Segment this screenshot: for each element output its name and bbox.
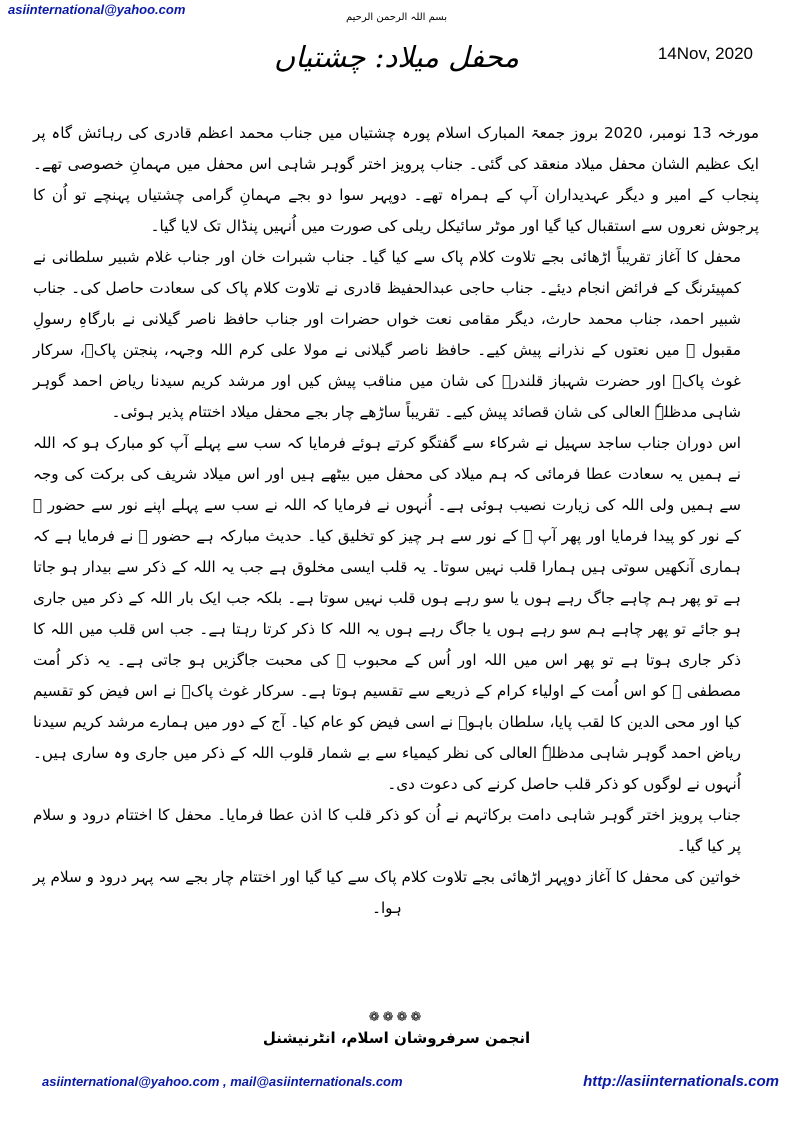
divider-ornament: ❁❁❁❁ [368, 1010, 425, 1025]
paragraph-women: خواتین کی محفل کا آغاز دوپہر اڑھائی بجے تلاوت کلام پاک سے کیا گیا اور اختتام چار بجے سہ پہر درود و سلام پر ہوا۔ [33, 868, 741, 917]
organization-name: انجمن سرفروشان اسلام، انٹرنیشنل [262, 1029, 531, 1047]
footer-url[interactable]: http://asiinternationals.com [583, 1073, 779, 1090]
paragraph-closing: جناب پرویز اختر گوہر شاہی دامت برکاتہم نے اُن کو ذکر قلب کا اذن عطا فرمایا۔ محفل کا اختتام درود و سلام پر کیا گیا۔ [33, 806, 741, 855]
date: 14Nov, 2020 [657, 44, 753, 63]
footer-emails[interactable]: asiinternational@yahoo.com , mail@asiinternationals.com [42, 1074, 403, 1089]
paragraph-speech: اس دوران جناب ساجد سہیل نے شرکاء سے گفتگو کرتے ہوئے فرمایا کہ سب سے پہلے آپ کو مبارک ہو کہ اللہ نے ہمیں یہ سعادت عطا فرمائی کہ ہم میلاد کی محفل میں بیٹھے ہیں اور اس میلاد شریف کی برکت کی وجہ سے ہمیں ولی اللہ کی زیارت نصیب ہوئی ہے۔ اُنہوں نے فرمایا کہ اللہ نے سب سے پہلے اپنے نور سے حضور ﷺ کے نور کو پیدا فرمایا اور پھر آپ ﷺ کے نور سے ہر چیز کو تخلیق کیا۔ حدیث مبارکہ ہے حضور ﷺ نے فرمایا ہے کہ ہماری آنکھیں سوتی ہیں ہمارا قلب نہیں سوتا۔ یہ قلب ایسی مخلوق ہے جب یہ اللہ کے ذکر سے بیدار ہو جاتا ہے تو پھر ہم چاہے جاگ رہے ہوں یا سو رہے ہوں قلب نہیں سوتا ہے۔ بلکہ جب ایک بار اللہ کے ذکر میں جاری ہو جائے تو پھر چاہے ہم سو رہے ہوں یا جاگ رہے ہوں یہ اللہ کا ذکر کرتا رہتا ہے۔ جب اس قلب میں اللہ کا ذکر جاری ہوتا ہے تو پھر اس میں اللہ اور اُس کے محبوب ﷺ کی محبت جاگزیں ہو جاتی ہے۔ یہ ذکر اُمت مصطفی ﷺ کو اس اُمت کے اولیاء کرام کے ذریعے سے تقسیم ہوتا ہے۔ سرکار غوث پاکؓ نے اس فیض کو تقسیم کیا اور محی الدین کا لقب پایا، سلطان باہوؒ نے اسی فیض کو عام کیا۔ آج کے دور میں ہمارے مرشد کریم سیدنا ریاض احمد گوہر شاہی مدظلہٗ العالی کی نظر کیمیاء سے بے شمار قلوب اللہ کے ذکر میں جاری وہ ساری ہیں۔ اُنہوں نے لوگوں کو ذکر قلب حاصل کرنے کی دعوت دی۔ [33, 434, 741, 793]
page-title: محفل میلاد: چشتیاں [273, 40, 520, 74]
header-email[interactable]: asiinternational@yahoo.com [8, 2, 186, 17]
paragraph-program: محفل کا آغاز تقریباً اڑھائی بجے تلاوت کلام پاک سے کیا گیا۔ جناب شبرات خان اور جناب غلام شبیر سلطانی نے کمپیئرنگ کے فرائض انجام دیئے۔ جناب حاجی عبدالحفیظ قادری نے تلاوت کلام پاک کی سعادت حاصل کی۔ جناب شبیر احمد، جناب محمد حارث، دیگر مقامی نعت خواں حضرات اور جناب حافظ ناصر گیلانی نے بارگاہِ رسولِ مقبول ﷺ میں نعتوں کے نذرانے پیش کیے۔ حافظ ناصر گیلانی نے مولا علی کرم اللہ وجہہ، پنجتن پاکؑ، سرکار غوث پاکؓ اور حضرت شہباز قلندرؒ کی شان میں مناقب پیش کیں اور مرشد کریم سیدنا ریاض احمد گوہر شاہی مدظلہٗ العالی کی شان قصائد پیش کیے۔ تقریباً ساڑھے چار بجے محفل میلاد اختتام پذیر ہوئی۔ [33, 248, 741, 421]
paragraph-intro: مورخہ 13 نومبر، 2020 بروز جمعۃ المبارک اسلام پورہ چشتیاں میں جناب محمد اعظم قادری کی رہائش گاہ پر ایک عظیم الشان محفل میلاد منعقد کی گئی۔ جناب پرویز اختر گوہر شاہی اس محفل میں مہمانِ خصوصی تھے۔ پنجاب کے امیر و دیگر عہدیداران آپ کے ہمراہ تھے۔ دوپہر سوا دو بجے مہمانِ گرامی چشتیاں پہنچے تو اُن کا پرجوش نعروں سے استقبال کیا گیا اور موٹر سائیکل ریلی کی صورت میں اُنہیں پنڈال تک لایا گیا۔ [33, 124, 759, 235]
bismillah: بسم اللہ الرحمن الرحیم [345, 12, 447, 23]
article-body [33, 118, 759, 924]
